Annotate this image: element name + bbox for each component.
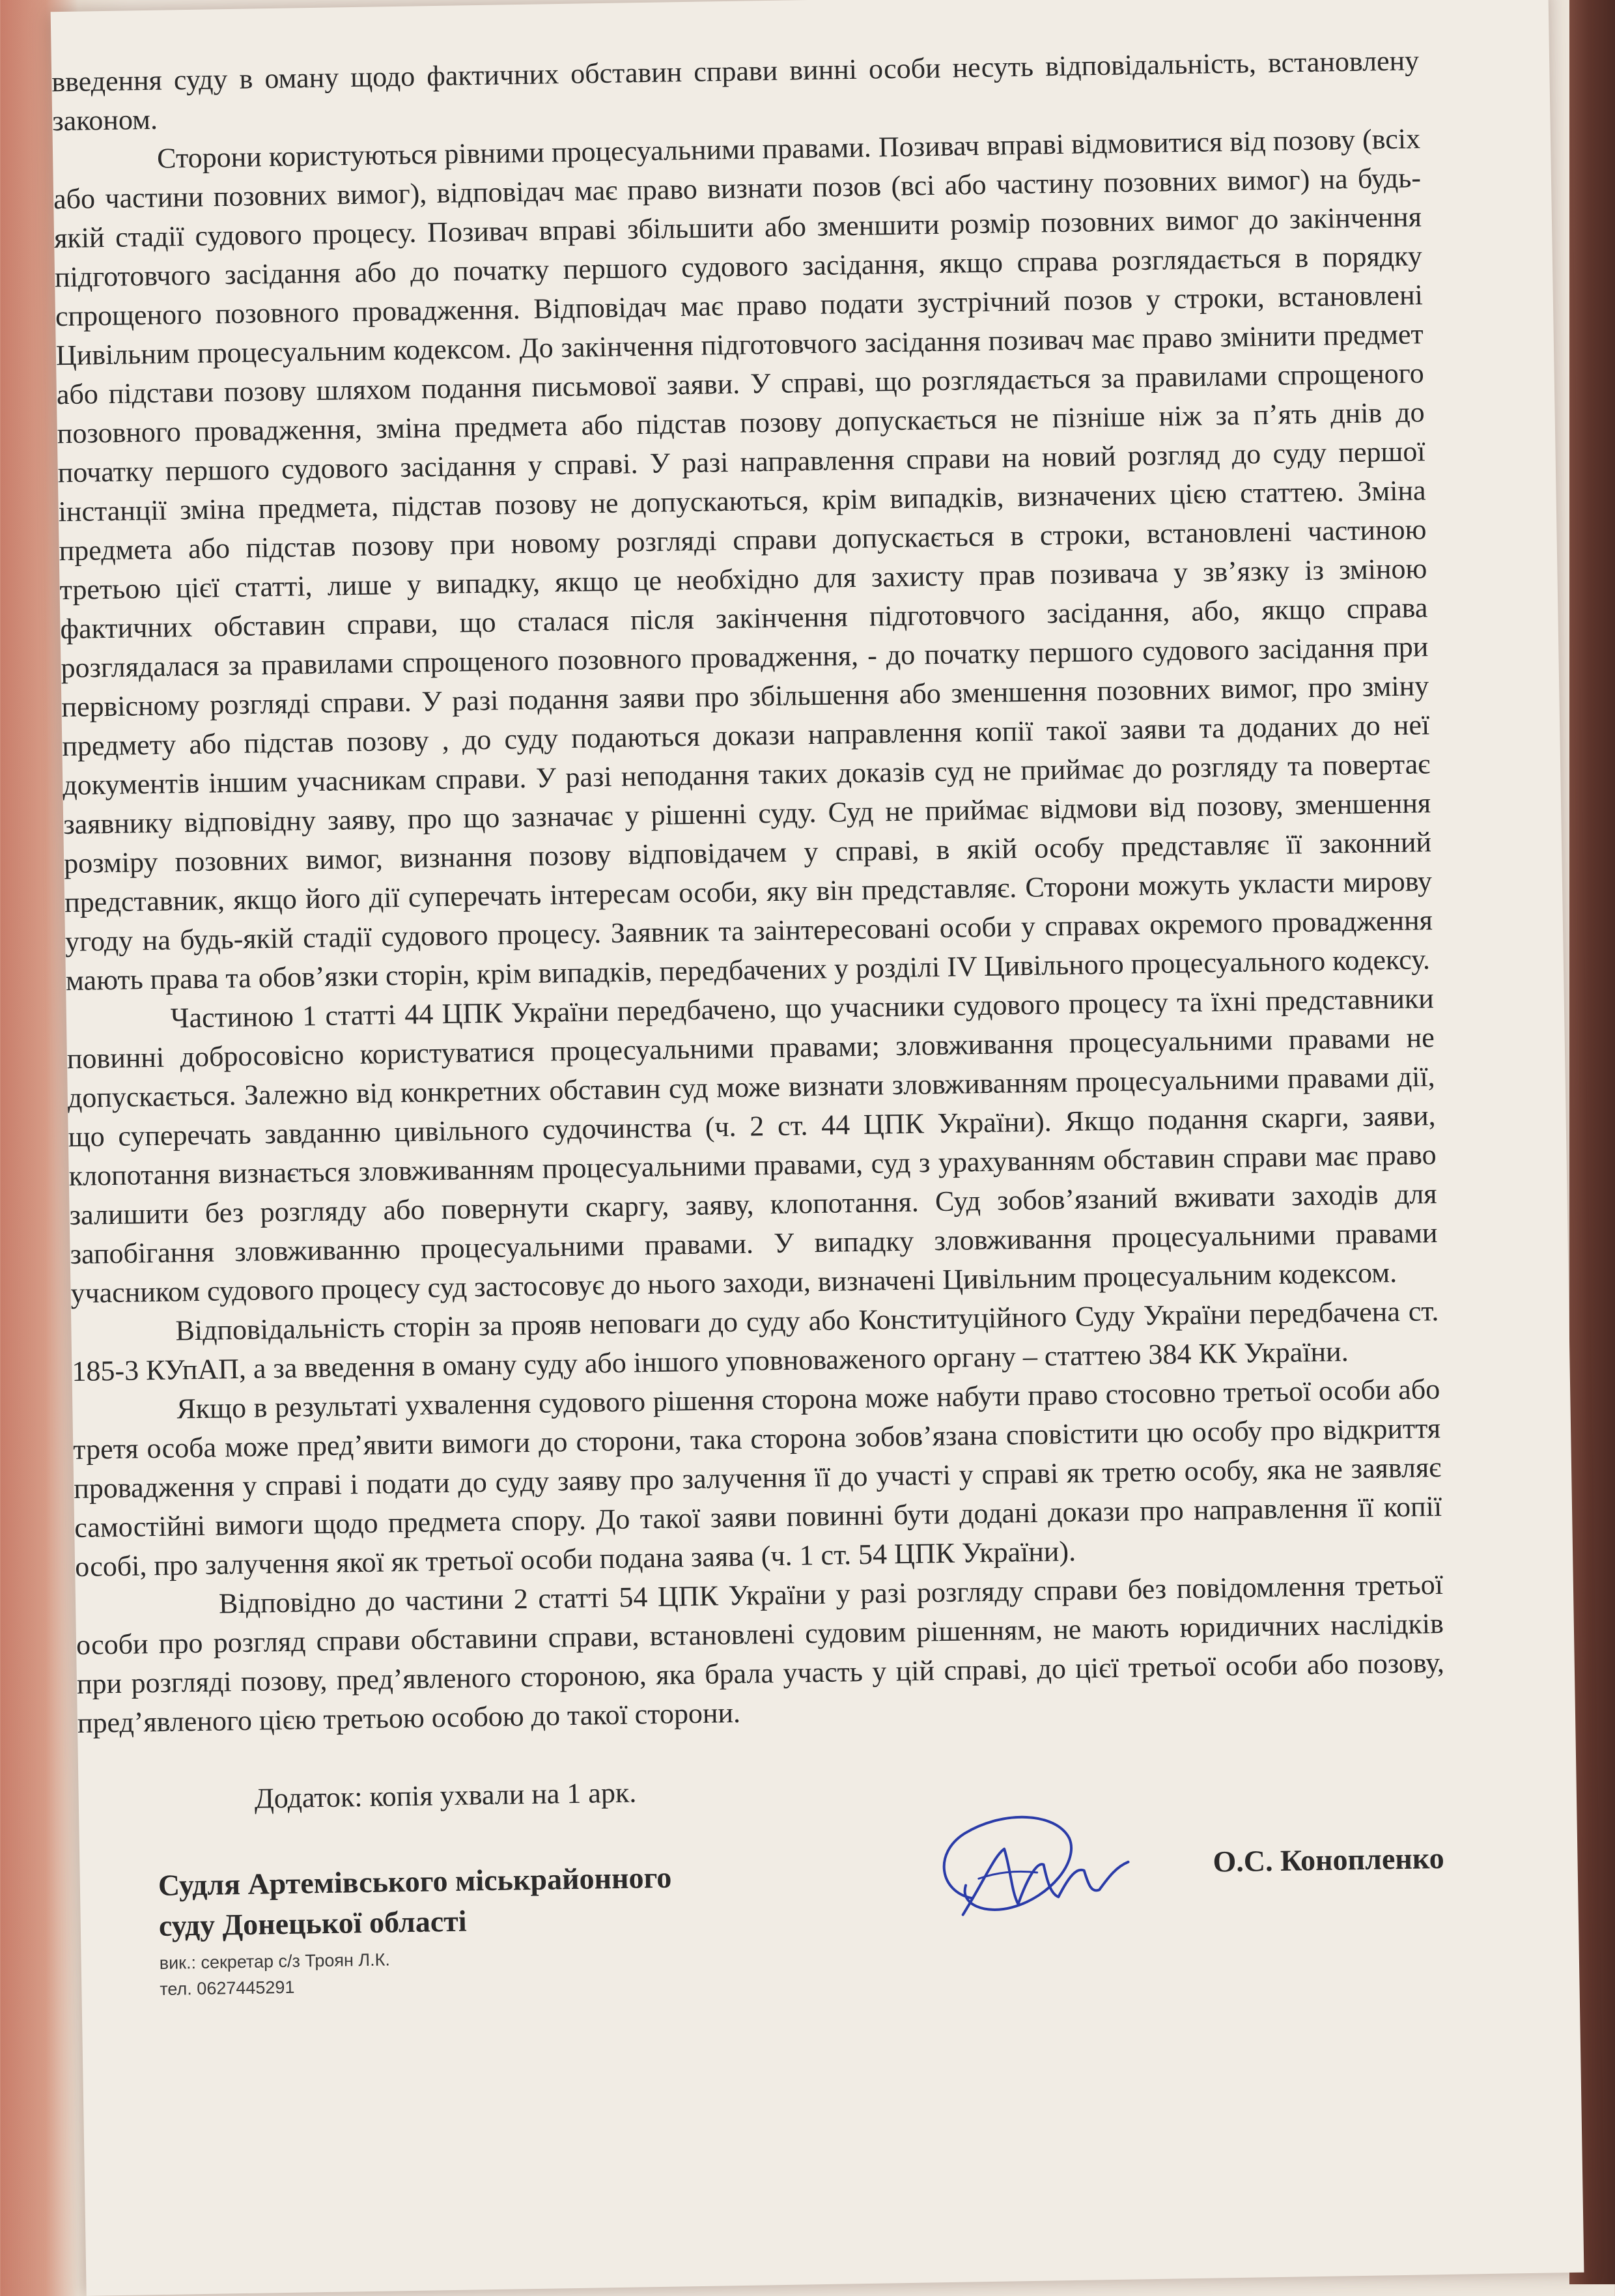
paragraph-liability: Відповідальність сторін за прояв неповаги до суду або Конституційного Суду України передбачена ст. 185-3 КУпАП, а за введення в оману суду або іншого уповноваженого органу – статтею 384 КК України. — [72, 1295, 1439, 1388]
paragraph-abuse-of-rights: Частиною 1 статті 44 ЦПК України передбачено, що учасники судового процесу та їхні представники повинні добросовісно користуватися процесуальними правами; зловживання процесуальними правами не допускається. Залежно від конкретних обставин суд може визнати зловживанням процесуальними правами дії, що суперечать завданню цивільного судочинства (ч. 2 ст. 44 ЦПК України). Якщо подання скарги, заяви, клопотання визнається зловживанням процесуальними правами, суд з урахуванням обставин справи має право залишити без розгляду або повернути скаргу, заяву, клопотання. Суд зобов’язаний вживати заходів для запобігання зловживанню процесуальними правами. У випадку зловживання процесуальними правами учасником судового процесу суд застосовує до нього заходи, визначені Цивільним процесуальним кодексом. — [66, 982, 1438, 1310]
judge-name: О.С. Конопленко — [1213, 1841, 1445, 1878]
judge-title-line2: суду Донецької області — [158, 1904, 467, 1943]
paragraph-procedural-rights: Сторони користуються рівними процесуальними правами. Позивач вправі відмовитися від позову (всіх або частини позовних вимог), відповідач має право визнати позов (всі або частину позовних вимог) на будь-якій стадії судового процесу. Позивач вправі збільшити або зменшити розмір позовних вимог до закінчення підготовчого засідання або до початку першого судового засідання, якщо справа розглядається в порядку спрощеного позовного провадження. Відповідач має право подати зустрічний позов у строки, встановлені Цивільним процесуальним кодексом. До закінчення підготовчого засідання позивач має право змінити предмет або підстави позову шляхом подання письмової заяви. У справі, що розглядається за правилами спрощеного позовного провадження, зміна предмета або підстав позову допускається не пізніше ніж за п’ять днів до початку першого судового засідання у справі. У разі направлення справи на новий розгляд до суду першої інстанції зміна предмета, підстав позову не допускаються, крім випадків, визначених цією статтею. Зміна предмета або підстав позову при новому розгляді справи допускається в строки, встановлені частиною третьою цієї статті, лише у випадку, якщо це необхідно для захисту прав позивача у зв’язку із зміною фактичних обставин справи, що сталася після закінчення підготовчого засідання, або, якщо справа розглядалася за правилами спрощеного позовного провадження, - до початку першого судового засідання при первісному розгляді справи. У разі подання заяви про збільшення або зменшення позовних вимог, про зміну предмету або підстав позову , до суду подаються докази направлення копії такої заяви та доданих до неї документів іншим учасникам справи. У разі неподання таких доказів суд не приймає до розгляду та повертає заявнику відповідну заяву, про що зазначає у рішенні суду. Суд не приймає відмови від позову, зменшення розміру позовних вимог, визнання позову відповідачем у справі, в якій особу представляє її законний представник, якщо його дії суперечать інтересам особи, яку він представляє. Сторони можуть укласти мирову угоду на будь-якій стадії судового процесу. Заявник та заінтересовані особи у справах окремого провадження мають права та обов’язки сторін, крім випадків, передбачених у розділі IV Цивільного процесуального кодексу. — [53, 122, 1433, 997]
handwritten-signature-icon — [912, 1798, 1149, 1945]
attachment-note: Додаток: копія ухвали на 1 арк. — [254, 1776, 637, 1815]
paragraph-third-party: Якщо в результаті ухвалення судового рішення сторона може набути право стосовно третьої особи або третя особа може пред’явити вимоги до сторони, така сторона зобов’язана сповістити цю особу про відкриття провадження у справі і подати до суду заяву про залучення її до участі у справі як третю особу, яка не заявляє самостійні вимоги щодо предмета спору. До такої заяви повинні бути додані докази про направлення її копії особі, про залучення якої як третьої особи подана заява (ч. 1 ст. 54 ЦПК України). — [72, 1373, 1442, 1583]
judge-title-line1: Судля Артемівського міськрайонного — [158, 1860, 672, 1903]
paragraph-third-party-consequences: Відповідно до частини 2 статті 54 ЦПК України у разі розгляду справи без повідомлення третьої особи про розгляд справи обставини справи, встановлені судовим рішенням, не мають юридичних наслідків при розгляді позову, пред’явленого стороною, яка брала участь у цій справі, до цієї третьої особи або позову, пред’явленого цією третьою особою до такої сторони. — [76, 1568, 1445, 1739]
paragraph-intro: введення суду в оману щодо фактичних обставин справи винні особи несуть відповідальність, встановлену законом. — [51, 44, 1420, 137]
executor-info — [159, 1946, 390, 2002]
judge-title — [158, 1855, 810, 1946]
document-body — [51, 41, 1450, 2036]
executor-phone: тел. 0627445291 — [160, 1977, 295, 2000]
executor-name: вик.: секретар с/з Троян Л.К. — [159, 1949, 391, 1974]
document-page — [51, 0, 1584, 2296]
signature-block — [79, 1841, 1450, 2036]
